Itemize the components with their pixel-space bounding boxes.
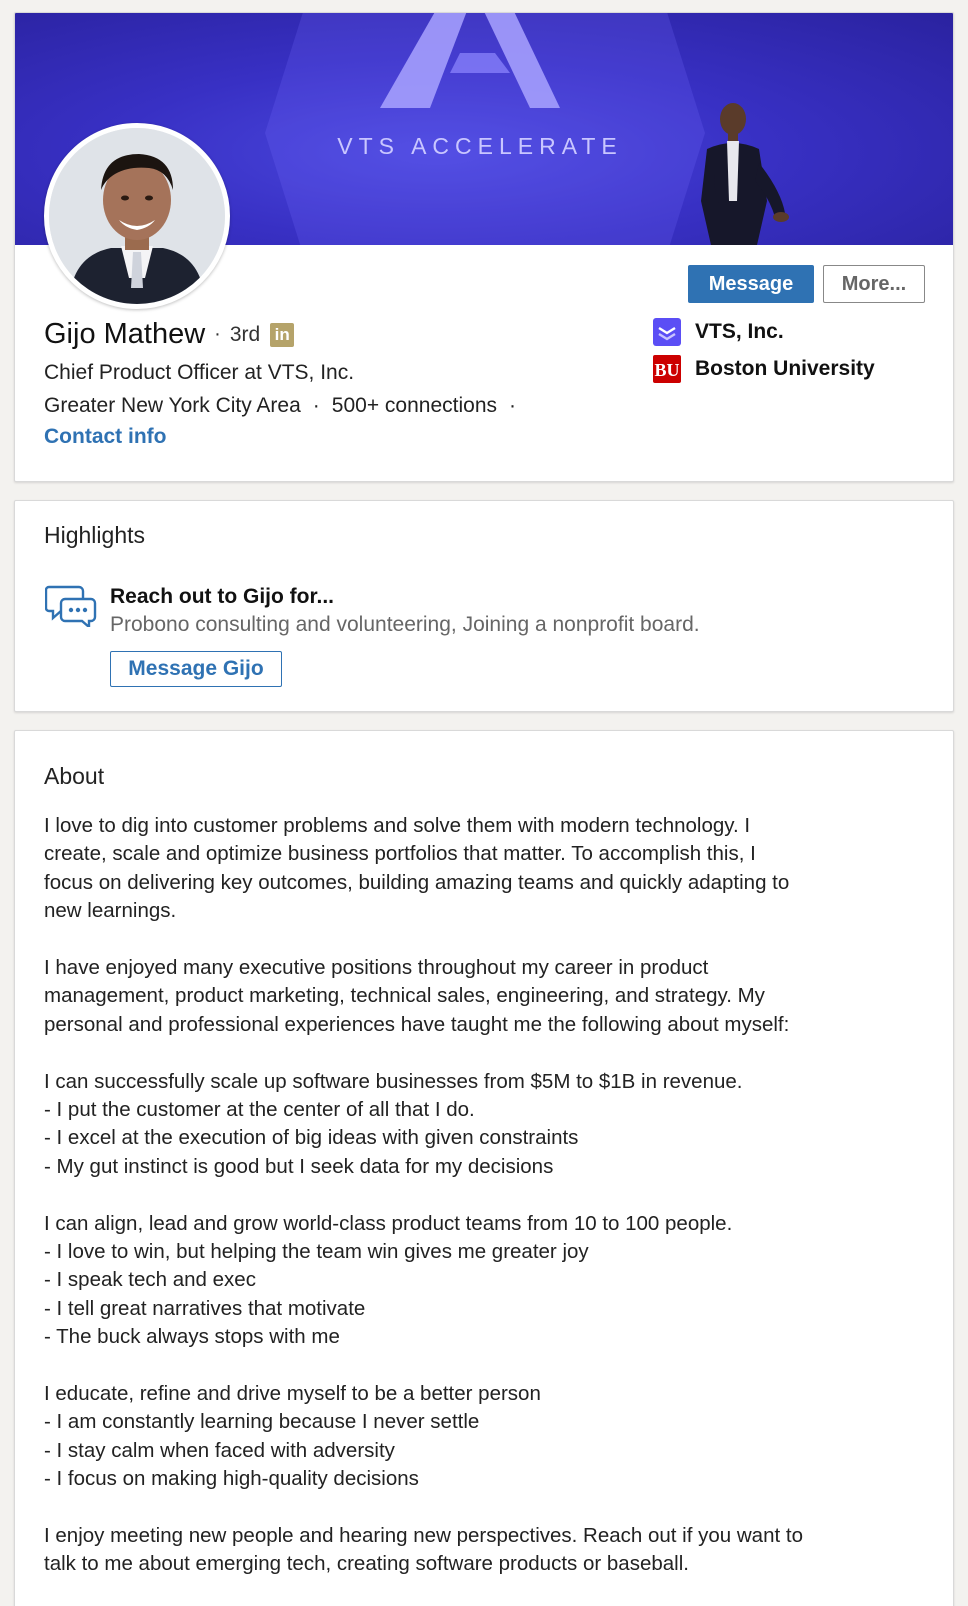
about-line: - I excel at the execution of big ideas with given constraints — [44, 1126, 579, 1150]
name-row — [44, 318, 294, 351]
banner-text: VTS ACCELERATE — [337, 133, 623, 159]
about-line: - I love to win, but helping the team win gives me greater joy — [44, 1240, 589, 1264]
about-line: I enjoy meeting new people and hearing new perspectives. Reach out if you want to — [44, 1524, 803, 1548]
about-line: management, product marketing, technical sales, engineering, and strategy. My — [44, 984, 765, 1008]
about-line: - My gut instinct is good but I seek data for my decisions — [44, 1154, 554, 1178]
about-line: - I tell great narratives that motivate — [44, 1296, 366, 1320]
bu-logo-icon — [653, 355, 681, 383]
about-line: - I put the customer at the center of all that I do. — [44, 1098, 475, 1122]
about-paragraph — [44, 812, 934, 926]
speaker-photo — [695, 101, 805, 245]
about-line: create, scale and optimize business portfolios that matter. To accomplish this, I — [44, 842, 756, 866]
about-line: - The buck always stops with me — [44, 1325, 340, 1349]
about-line: - I speak tech and exec — [44, 1268, 256, 1292]
bu-logo-text: BU — [654, 360, 680, 380]
about-line: I can align, lead and grow world-class product teams from 10 to 100 people. — [44, 1211, 733, 1235]
about-line: personal and professional experiences have taught me the following about myself: — [44, 1012, 790, 1036]
about-line: I love to dig into customer problems and solve them with modern technology. I — [44, 814, 751, 837]
about-paragraph — [44, 1210, 934, 1352]
profile-avatar[interactable] — [44, 123, 230, 309]
about-line: I have enjoyed many executive positions throughout my career in product — [44, 956, 709, 980]
connection-degree: 3rd — [229, 322, 261, 346]
reach-out-description: Probono consulting and volunteering, Joining a nonprofit board. — [110, 613, 700, 636]
about-paragraph — [44, 1068, 934, 1182]
chat-bubbles-icon — [45, 583, 97, 627]
about-paragraph — [44, 1522, 934, 1579]
meta-separator: · — [312, 394, 320, 417]
profile-headline: Chief Product Officer at VTS, Inc. — [44, 361, 355, 384]
profile-top-card — [14, 12, 954, 482]
about-line: focus on delivering key outcomes, building amazing teams and quickly adapting to — [44, 870, 790, 894]
about-line: new learnings. — [44, 899, 177, 923]
about-text — [44, 812, 934, 1606]
profile-location: Greater New York City Area — [44, 394, 301, 417]
message-button[interactable]: Message — [688, 265, 814, 303]
about-line: talk to me about emerging tech, creating software products or baseball. — [44, 1552, 689, 1576]
more-button[interactable]: More... — [823, 265, 925, 303]
message-gijo-button[interactable]: Message Gijo — [110, 651, 282, 687]
profile-name: Gijo Mathew — [44, 318, 206, 350]
about-line: I can successfully scale up software businesses from $5M to $1B in revenue. — [44, 1069, 743, 1093]
premium-badge-icon: in — [270, 323, 294, 347]
highlights-card — [14, 500, 954, 712]
about-line: I educate, refine and drive myself to be a better person — [44, 1382, 541, 1406]
about-title: About — [44, 763, 105, 789]
about-line: - I stay calm when faced with adversity — [44, 1438, 395, 1462]
school-name: Boston University — [695, 357, 875, 380]
profile-meta — [44, 394, 528, 418]
about-line: - I focus on making high-quality decisions — [44, 1467, 419, 1491]
education-school[interactable] — [653, 355, 875, 383]
highlights-title: Highlights — [44, 522, 145, 548]
vts-logo-icon — [653, 318, 681, 346]
current-company[interactable] — [653, 318, 784, 346]
about-paragraph — [44, 1380, 934, 1494]
company-name: VTS, Inc. — [695, 320, 784, 343]
profile-connections[interactable]: 500+ connections — [331, 394, 497, 417]
degree-separator: · — [214, 323, 221, 345]
about-paragraph — [44, 954, 934, 1039]
vts-accelerate-logo — [380, 13, 560, 108]
profile-photo — [49, 128, 225, 304]
about-card — [14, 730, 954, 1606]
meta-separator: · — [509, 394, 516, 417]
about-line: - I am constantly learning because I never settle — [44, 1410, 480, 1434]
reach-out-title: Reach out to Gijo for... — [110, 585, 335, 608]
contact-info-link[interactable]: Contact info — [44, 425, 167, 448]
